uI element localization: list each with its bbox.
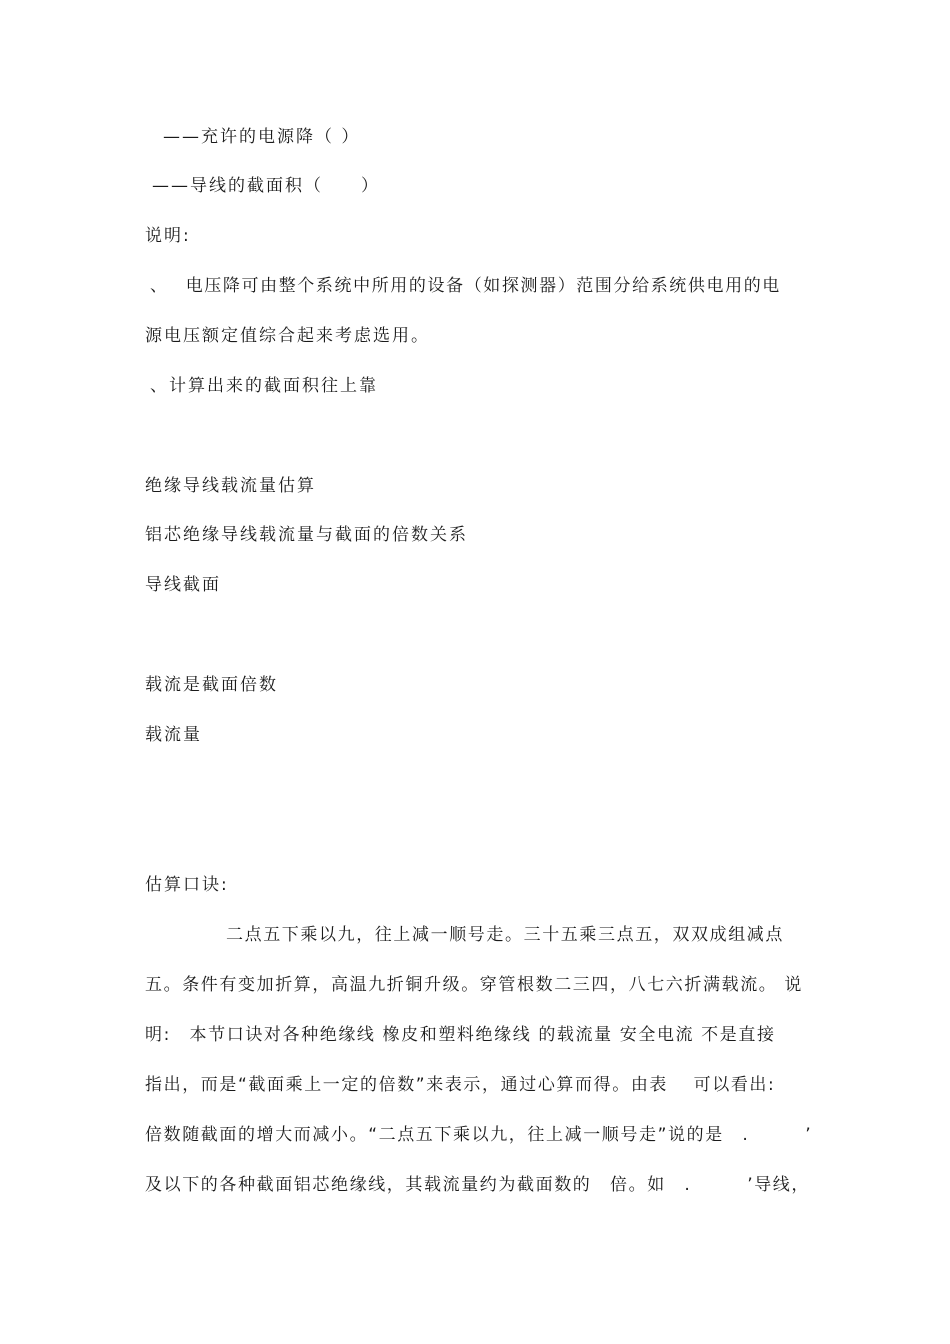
section-heading-current-estimate: 绝缘导线载流量估算 [145,476,316,496]
paragraph-line-6: 及以下的各种截面铝芯绝缘线，其载流量约为截面数的 倍。如 . ’导线， [145,1175,811,1195]
paragraph-line-2: 五。条件有变加折算，高温九折铜升级。穿管根数二三四，八七六折满载流。 说 [145,975,804,995]
table-row-label-multiplier: 载流是截面倍数 [145,675,278,695]
paragraph-line-4: 指出，而是“截面乘上一定的倍数”来表示，通过心算而得。由表 可以看出: [145,1075,776,1095]
formula-legend-cross-section: ——导线的截面积（ ） [152,176,380,196]
table-row-label-cross-section: 导线截面 [145,575,221,595]
formula-legend-voltage-drop: ——充许的电源降（ ） [163,127,361,147]
mnemonic-heading: 估算口诀: [145,875,229,895]
paragraph-line-3: 明: 本节口诀对各种绝缘线 橡皮和塑料绝缘线 的载流量 安全电流 不是直接 [145,1025,776,1045]
note-item-2: 、计算出来的截面积往上靠 [150,376,378,396]
table-caption: 铝芯绝缘导线载流量与截面的倍数关系 [145,525,468,545]
table-row-label-current: 载流量 [145,725,202,745]
paragraph-line-5: 倍数随截面的增大而减小。“二点五下乘以九，往上减一顺号走”说的是 . ’ [145,1125,813,1145]
note-heading: 说明: [145,226,191,246]
note-item-1-line-2: 源电压额定值综合起来考虑选用。 [145,326,430,346]
paragraph-line-1: 二点五下乘以九，往上减一顺号走。三十五乘三点五，双双成组减点 [226,925,784,945]
note-item-1-line-1: 、 电压降可由整个系统中所用的设备（如探测器）范围分给系统供电用的电 [150,276,781,296]
